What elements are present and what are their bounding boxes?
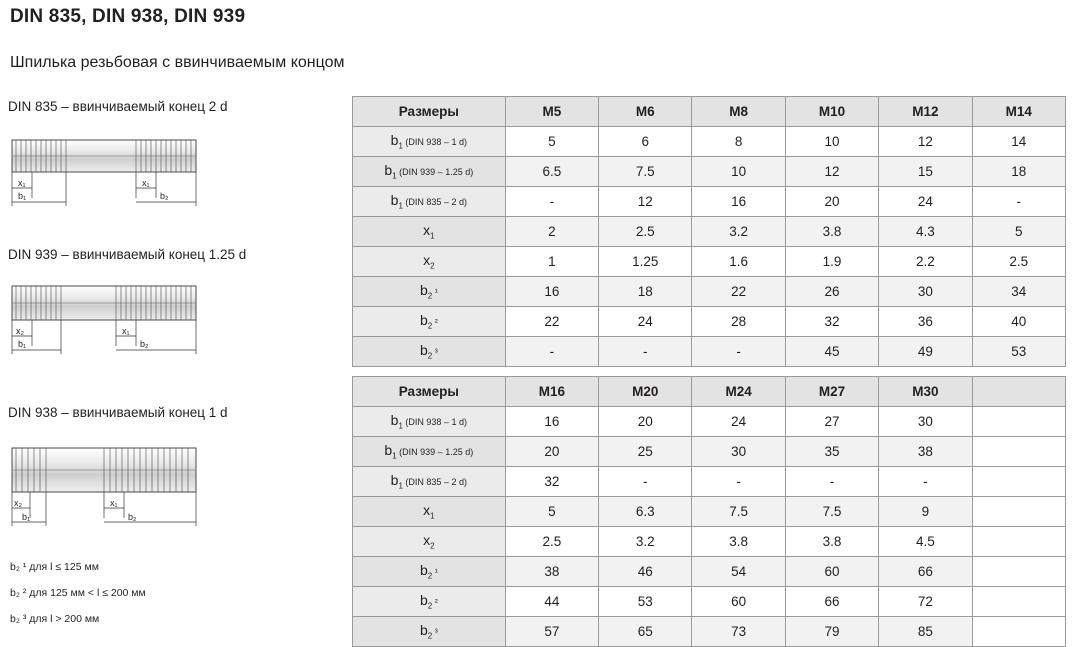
cell: 24	[692, 407, 785, 437]
table1-header-3: M8	[692, 97, 785, 127]
cell: -	[785, 467, 878, 497]
cell: 32	[785, 307, 878, 337]
table2-header-0: Размеры	[353, 377, 506, 407]
row-label: $x_1$	[353, 217, 506, 247]
cell: 79	[785, 617, 878, 647]
cell: -	[505, 187, 598, 217]
page-subtitle: Шпилька резьбовая с ввинчиваемым концом	[10, 54, 345, 71]
cell: 14	[972, 127, 1065, 157]
cell: 4.5	[879, 527, 972, 557]
table-row	[353, 127, 1066, 157]
row-label: $x_2$	[353, 247, 506, 277]
cell: 38	[505, 557, 598, 587]
table-row	[353, 587, 1066, 617]
cell: 44	[505, 587, 598, 617]
table-row	[353, 247, 1066, 277]
table-row	[353, 437, 1066, 467]
cell: 25	[599, 437, 692, 467]
table2-header-5: M30	[879, 377, 972, 407]
table-row	[353, 407, 1066, 437]
dim-x1-right: x₁	[110, 498, 118, 508]
cell: 26	[785, 277, 878, 307]
cell: 46	[599, 557, 692, 587]
cell: 12	[785, 157, 878, 187]
table1-header-5: M12	[879, 97, 972, 127]
row-label: $b_1$ (DIN 938 – 1 d)	[353, 127, 506, 157]
cell-empty	[972, 497, 1065, 527]
cell: 7.5	[692, 497, 785, 527]
dim-b1-left: b₁	[18, 191, 27, 201]
cell: 1	[505, 247, 598, 277]
cell: 12	[599, 187, 692, 217]
cell-empty	[972, 407, 1065, 437]
table-row	[353, 557, 1066, 587]
cell: 8	[692, 127, 785, 157]
footnote-3: b₂ ³ для l > 200 мм	[10, 613, 100, 625]
cell: 9	[879, 497, 972, 527]
cell: 1.25	[599, 247, 692, 277]
footnote-1: b₂ ¹ для l ≤ 125 мм	[10, 561, 99, 573]
row-label: $b_2$ ²	[353, 587, 506, 617]
table1-header-6: M14	[972, 97, 1065, 127]
cell: 18	[599, 277, 692, 307]
table2-header-4: M27	[785, 377, 878, 407]
row-label: $b_1$ (DIN 835 – 2 d)	[353, 467, 506, 497]
cell-empty	[972, 467, 1065, 497]
cell: 65	[599, 617, 692, 647]
drawing-caption-din938: DIN 938 – ввинчиваемый конец 1 d	[8, 405, 228, 420]
drawing-din939	[8, 274, 208, 364]
cell: 53	[972, 337, 1065, 367]
table1-header-1: M5	[505, 97, 598, 127]
cell: 54	[692, 557, 785, 587]
row-label: $b_2$ ¹	[353, 557, 506, 587]
cell: 7.5	[785, 497, 878, 527]
row-label: $x_2$	[353, 527, 506, 557]
row-label: $b_1$ (DIN 835 – 2 d)	[353, 187, 506, 217]
cell: 2.5	[505, 527, 598, 557]
cell: 7.5	[599, 157, 692, 187]
row-label: $b_2$ ²	[353, 307, 506, 337]
cell: 32	[505, 467, 598, 497]
cell: 22	[505, 307, 598, 337]
cell: 45	[785, 337, 878, 367]
dim-x2-left: x₂	[14, 498, 22, 508]
cell: 66	[785, 587, 878, 617]
cell: 22	[692, 277, 785, 307]
dim-b2-right: b₂	[160, 191, 169, 201]
table-row	[353, 337, 1066, 367]
cell: 30	[692, 437, 785, 467]
cell: 10	[692, 157, 785, 187]
row-label: $b_2$ ³	[353, 617, 506, 647]
cell: 1.9	[785, 247, 878, 277]
cell: 1.6	[692, 247, 785, 277]
table-row	[353, 187, 1066, 217]
drawing-caption-din835: DIN 835 – ввинчиваемый конец 2 d	[8, 99, 228, 114]
cell: 5	[505, 497, 598, 527]
cell: 28	[692, 307, 785, 337]
table2-header-3: M24	[692, 377, 785, 407]
cell: 30	[879, 407, 972, 437]
table1-header-0: Размеры	[353, 97, 506, 127]
drawing-din835	[8, 126, 208, 216]
cell: 73	[692, 617, 785, 647]
cell: 10	[785, 127, 878, 157]
cell: 6	[599, 127, 692, 157]
table-header-row	[353, 377, 1066, 407]
cell: -	[599, 467, 692, 497]
cell: 4.3	[879, 217, 972, 247]
table2-header-1: M16	[505, 377, 598, 407]
dimensions-table-m16-m30	[352, 376, 1066, 647]
cell: 24	[599, 307, 692, 337]
dim-b2-right: b₂	[128, 512, 137, 522]
cell: 16	[505, 407, 598, 437]
cell: 2.2	[879, 247, 972, 277]
cell: -	[505, 337, 598, 367]
cell: 16	[692, 187, 785, 217]
footnote-2: b₂ ² для 125 мм < l ≤ 200 мм	[10, 587, 146, 599]
cell: 24	[879, 187, 972, 217]
cell: 85	[879, 617, 972, 647]
table-row	[353, 527, 1066, 557]
table-row	[353, 497, 1066, 527]
cell: 66	[879, 557, 972, 587]
dim-x1-left: x₁	[18, 178, 26, 188]
row-label: $x_1$	[353, 497, 506, 527]
dimensions-table-m5-m14	[352, 96, 1066, 367]
cell: 53	[599, 587, 692, 617]
cell: 3.8	[692, 527, 785, 557]
cell-empty	[972, 557, 1065, 587]
dim-x1-right: x₁	[122, 326, 130, 336]
table-header-row	[353, 97, 1066, 127]
cell: 57	[505, 617, 598, 647]
cell: -	[692, 467, 785, 497]
cell: 3.2	[599, 527, 692, 557]
dim-b1-left: b₁	[18, 339, 27, 349]
cell: 3.8	[785, 217, 878, 247]
table2-header-2: M20	[599, 377, 692, 407]
cell: -	[599, 337, 692, 367]
cell: 15	[879, 157, 972, 187]
table2-header-empty	[972, 377, 1065, 407]
cell: 49	[879, 337, 972, 367]
cell: 36	[879, 307, 972, 337]
row-label: $b_2$ ³	[353, 337, 506, 367]
cell: 40	[972, 307, 1065, 337]
cell: 27	[785, 407, 878, 437]
cell: 2.5	[599, 217, 692, 247]
cell: 18	[972, 157, 1065, 187]
cell: 2.5	[972, 247, 1065, 277]
cell: 3.2	[692, 217, 785, 247]
row-label: $b_2$ ¹	[353, 277, 506, 307]
row-label: $b_1$ (DIN 939 – 1.25 d)	[353, 157, 506, 187]
dim-x1-right: x₁	[142, 178, 150, 188]
table1-header-2: M6	[599, 97, 692, 127]
row-label: $b_1$ (DIN 938 – 1 d)	[353, 407, 506, 437]
cell: 60	[692, 587, 785, 617]
cell: 20	[599, 407, 692, 437]
cell-empty	[972, 617, 1065, 647]
cell-empty	[972, 527, 1065, 557]
page-title: DIN 835, DIN 938, DIN 939	[10, 6, 246, 27]
cell: 35	[785, 437, 878, 467]
table-row	[353, 277, 1066, 307]
cell: 30	[879, 277, 972, 307]
table-row	[353, 467, 1066, 497]
drawing-din938	[8, 432, 208, 532]
cell: 5	[505, 127, 598, 157]
dim-x2-left: x₂	[16, 326, 24, 336]
table-row	[353, 157, 1066, 187]
dim-b1-left: b₁	[22, 512, 31, 522]
cell-empty	[972, 587, 1065, 617]
cell: 20	[785, 187, 878, 217]
cell: 6.5	[505, 157, 598, 187]
table-row	[353, 217, 1066, 247]
cell: 12	[879, 127, 972, 157]
cell: -	[692, 337, 785, 367]
row-label: $b_1$ (DIN 939 – 1.25 d)	[353, 437, 506, 467]
cell: -	[972, 187, 1065, 217]
cell: 16	[505, 277, 598, 307]
cell-empty	[972, 437, 1065, 467]
drawing-caption-din939: DIN 939 – ввинчиваемый конец 1.25 d	[8, 247, 247, 262]
dim-b2-right: b₂	[140, 339, 149, 349]
cell: 5	[972, 217, 1065, 247]
cell: 34	[972, 277, 1065, 307]
footnotes	[10, 554, 146, 632]
table1-header-4: M10	[785, 97, 878, 127]
table-row	[353, 617, 1066, 647]
cell: -	[879, 467, 972, 497]
cell: 3.8	[785, 527, 878, 557]
cell: 60	[785, 557, 878, 587]
cell: 6.3	[599, 497, 692, 527]
cell: 72	[879, 587, 972, 617]
cell: 2	[505, 217, 598, 247]
cell: 38	[879, 437, 972, 467]
cell: 20	[505, 437, 598, 467]
table-row	[353, 307, 1066, 337]
